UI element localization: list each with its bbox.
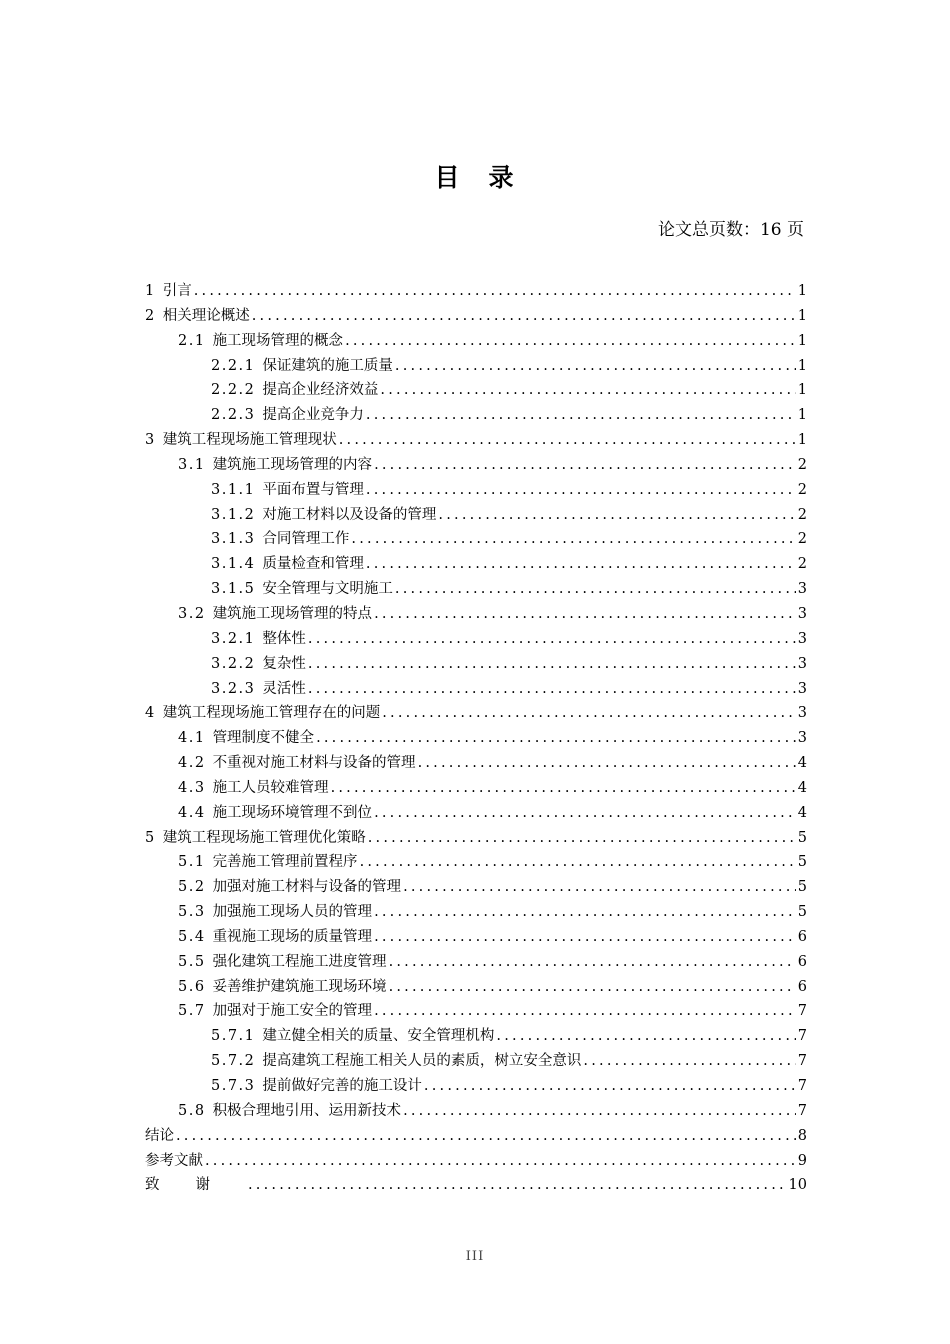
dot-leader bbox=[389, 950, 796, 975]
toc-entry-number: 3.2 bbox=[178, 605, 206, 622]
toc-entry-number: 2.2.3 bbox=[211, 407, 256, 424]
toc-entry[interactable] bbox=[145, 1049, 807, 1074]
toc-entry-number: 5.7 bbox=[178, 1003, 206, 1020]
dot-leader bbox=[583, 1049, 795, 1074]
toc-entry[interactable] bbox=[145, 726, 807, 751]
dot-leader bbox=[403, 875, 796, 900]
toc-entry-title: 施工现场管理的概念 bbox=[212, 332, 344, 349]
toc-entry-number: 5.8 bbox=[178, 1102, 206, 1119]
toc-entry[interactable] bbox=[145, 304, 807, 329]
toc-entry-title: 安全管理与文明施工 bbox=[262, 581, 393, 598]
toc-entry-title: 建筑工程现场施工管理现状 bbox=[162, 432, 337, 449]
toc-entry-page: 7 bbox=[797, 1053, 807, 1070]
dot-leader bbox=[316, 726, 796, 751]
dot-leader bbox=[438, 503, 795, 528]
toc-entry-number: 3.1.4 bbox=[211, 556, 256, 573]
toc-entry-page: 5 bbox=[797, 879, 807, 896]
toc-entry[interactable] bbox=[145, 677, 807, 702]
toc-entry-number: 5.6 bbox=[178, 978, 206, 995]
page-number-footer: III bbox=[465, 1249, 485, 1264]
toc-entry-page: 4 bbox=[797, 779, 807, 796]
dot-leader bbox=[424, 1074, 796, 1099]
toc-entry[interactable] bbox=[145, 577, 807, 602]
toc-entry[interactable] bbox=[145, 701, 807, 726]
toc-entry-number: 3.1.3 bbox=[211, 531, 256, 548]
toc-entry-page: 7 bbox=[797, 1102, 807, 1119]
toc-entry-page: 6 bbox=[797, 928, 807, 945]
toc-entry-title: 合同管理工作 bbox=[262, 531, 350, 548]
toc-entry-title: 提前做好完善的施工设计 bbox=[262, 1078, 422, 1094]
toc-entry[interactable] bbox=[145, 776, 807, 801]
toc-entry-page: 6 bbox=[797, 978, 807, 995]
toc-entry-number: 2.2.1 bbox=[211, 357, 256, 374]
toc-entry-number: 5.2 bbox=[178, 879, 206, 896]
dot-leader bbox=[331, 776, 796, 801]
toc-entry[interactable] bbox=[145, 354, 807, 379]
dot-leader bbox=[395, 354, 796, 379]
toc-entry-title: 灵活性 bbox=[262, 680, 306, 697]
toc-entry-title: 建筑施工现场管理的内容 bbox=[212, 456, 373, 473]
toc-entry-number: 3.2.3 bbox=[211, 680, 256, 697]
toc-entry[interactable] bbox=[145, 552, 807, 577]
dot-leader bbox=[366, 478, 796, 503]
toc-entry-number: 3 bbox=[145, 432, 156, 449]
toc-entry-page: 2 bbox=[797, 531, 807, 548]
toc-entry-number: 2 bbox=[145, 307, 156, 324]
toc-entry-page: 4 bbox=[797, 804, 807, 821]
toc-entry-title: 质量检查和管理 bbox=[262, 556, 364, 573]
toc-entry[interactable] bbox=[145, 1149, 807, 1174]
toc-entry-page: 2 bbox=[797, 481, 807, 498]
toc-entry[interactable] bbox=[145, 478, 807, 503]
toc-entry-page: 3 bbox=[797, 630, 807, 647]
dot-leader bbox=[345, 329, 796, 354]
toc-entry-title: 加强对施工材料与设备的管理 bbox=[212, 879, 402, 896]
dot-leader bbox=[205, 1149, 796, 1174]
dot-leader bbox=[374, 801, 796, 826]
toc-entry-title: 结论 bbox=[145, 1127, 174, 1144]
toc-entry-title: 致谢 bbox=[145, 1177, 246, 1194]
toc-entry[interactable] bbox=[145, 826, 807, 851]
toc-entry-page: 10 bbox=[788, 1177, 807, 1194]
toc-entry-title: 加强对于施工安全的管理 bbox=[212, 1003, 373, 1020]
toc-entry-title: 提高建筑工程施工相关人员的素质，树立安全意识 bbox=[262, 1053, 582, 1070]
toc-entry-page: 1 bbox=[797, 332, 807, 349]
toc-entry-page: 3 bbox=[797, 581, 807, 598]
toc-entry[interactable] bbox=[145, 503, 807, 528]
toc-entry[interactable] bbox=[145, 1124, 807, 1149]
toc-entry-page: 1 bbox=[797, 357, 807, 374]
dot-leader bbox=[374, 925, 796, 950]
table-of-contents bbox=[145, 279, 807, 1198]
toc-entry[interactable] bbox=[145, 652, 807, 677]
toc-entry-number: 3.1.5 bbox=[211, 581, 256, 598]
toc-entry-number: 2.2.2 bbox=[211, 382, 256, 399]
toc-entry-page: 3 bbox=[797, 655, 807, 672]
toc-entry-number: 3.2.1 bbox=[211, 630, 256, 647]
toc-entry-page: 1 bbox=[797, 382, 807, 399]
dot-leader bbox=[308, 652, 796, 677]
toc-entry-number: 5.1 bbox=[178, 854, 206, 871]
dot-leader bbox=[308, 627, 796, 652]
toc-entry-page: 5 bbox=[797, 904, 807, 921]
toc-entry-number: 5.7.1 bbox=[211, 1028, 256, 1045]
toc-entry-title: 相关理论概述 bbox=[162, 307, 250, 324]
dot-leader bbox=[368, 826, 796, 851]
toc-entry[interactable] bbox=[145, 850, 807, 875]
dot-leader bbox=[366, 552, 796, 577]
toc-entry[interactable] bbox=[145, 1074, 807, 1099]
toc-entry-title: 对施工材料以及设备的管理 bbox=[262, 506, 437, 523]
toc-entry-page: 3 bbox=[797, 705, 807, 722]
dot-leader bbox=[389, 975, 796, 1000]
toc-entry-number: 5.7.3 bbox=[211, 1078, 256, 1094]
toc-entry[interactable] bbox=[145, 1173, 807, 1198]
toc-entry[interactable] bbox=[145, 950, 807, 975]
toc-entry-title: 建立健全相关的质量、安全管理机构 bbox=[262, 1028, 495, 1045]
toc-entry[interactable] bbox=[145, 403, 807, 428]
dot-leader bbox=[374, 453, 796, 478]
toc-entry-page: 5 bbox=[797, 854, 807, 871]
toc-entry-number: 5.5 bbox=[178, 953, 206, 970]
toc-entry-title: 复杂性 bbox=[262, 655, 306, 672]
toc-entry-title: 建筑施工现场管理的特点 bbox=[212, 605, 373, 622]
toc-entry-title: 建筑工程现场施工管理存在的问题 bbox=[162, 705, 381, 722]
toc-entry[interactable] bbox=[145, 925, 807, 950]
dot-leader bbox=[496, 1024, 795, 1049]
dot-leader bbox=[194, 279, 796, 304]
toc-entry[interactable] bbox=[145, 602, 807, 627]
toc-entry-page: 2 bbox=[797, 456, 807, 473]
toc-entry[interactable] bbox=[145, 378, 807, 403]
toc-entry-number: 4 bbox=[145, 705, 156, 722]
dot-leader bbox=[382, 701, 796, 726]
toc-entry[interactable] bbox=[145, 428, 807, 453]
toc-entry[interactable] bbox=[145, 801, 807, 826]
toc-entry-number: 3.1.1 bbox=[211, 481, 256, 498]
toc-entry-page: 7 bbox=[797, 1028, 807, 1045]
toc-entry-title: 参考文献 bbox=[145, 1152, 203, 1169]
toc-entry-page: 8 bbox=[797, 1127, 807, 1144]
toc-entry-title: 提高企业竞争力 bbox=[262, 407, 364, 424]
toc-entry-number: 3.2.2 bbox=[211, 655, 256, 672]
toc-entry-title: 整体性 bbox=[262, 630, 306, 647]
toc-entry-title: 平面布置与管理 bbox=[262, 481, 364, 498]
toc-entry-number: 4.3 bbox=[178, 779, 206, 796]
dot-leader bbox=[374, 602, 796, 627]
toc-entry-title: 保证建筑的施工质量 bbox=[262, 357, 393, 374]
toc-entry-number: 3.1.2 bbox=[211, 506, 256, 523]
toc-entry-number: 4.2 bbox=[178, 755, 206, 772]
toc-entry-number: 4.4 bbox=[178, 804, 206, 821]
dot-leader bbox=[252, 304, 796, 329]
toc-entry[interactable] bbox=[145, 751, 807, 776]
toc-entry-page: 6 bbox=[797, 953, 807, 970]
dot-leader bbox=[248, 1173, 787, 1198]
toc-entry-number: 5.7.2 bbox=[211, 1053, 256, 1070]
page-title: 目 录 bbox=[434, 163, 516, 192]
dot-leader bbox=[176, 1124, 796, 1149]
toc-entry-title: 施工人员较难管理 bbox=[212, 779, 329, 796]
toc-entry[interactable] bbox=[145, 453, 807, 478]
toc-entry-page: 1 bbox=[797, 307, 807, 324]
toc-entry-page: 3 bbox=[797, 605, 807, 622]
toc-entry-number: 5 bbox=[145, 829, 156, 846]
toc-entry-page: 3 bbox=[797, 730, 807, 747]
toc-entry-title: 管理制度不健全 bbox=[212, 730, 315, 747]
dot-leader bbox=[339, 428, 796, 453]
toc-entry-page: 1 bbox=[797, 407, 807, 424]
toc-entry[interactable] bbox=[145, 975, 807, 1000]
toc-entry[interactable] bbox=[145, 527, 807, 552]
toc-entry-page: 5 bbox=[797, 829, 807, 846]
toc-entry-title: 加强施工现场人员的管理 bbox=[212, 904, 373, 921]
toc-entry[interactable] bbox=[145, 900, 807, 925]
toc-entry-page: 7 bbox=[797, 1078, 807, 1094]
dot-leader bbox=[380, 378, 795, 403]
dot-leader bbox=[374, 900, 796, 925]
toc-entry[interactable] bbox=[145, 1024, 807, 1049]
toc-entry-number: 1 bbox=[145, 283, 156, 299]
toc-entry-title: 强化建筑工程施工进度管理 bbox=[212, 953, 387, 970]
toc-entry-title: 引言 bbox=[162, 283, 192, 299]
toc-entry-title: 重视施工现场的质量管理 bbox=[212, 928, 373, 945]
toc-entry-title: 妥善维护建筑施工现场环境 bbox=[212, 978, 387, 995]
toc-entry-page: 3 bbox=[797, 680, 807, 697]
toc-entry[interactable] bbox=[145, 627, 807, 652]
toc-entry-title: 积极合理地引用、运用新技术 bbox=[212, 1102, 402, 1119]
total-pages-note: 论文总页数：16 页 bbox=[657, 220, 804, 240]
toc-entry-page: 1 bbox=[797, 432, 807, 449]
toc-entry-number: 5.4 bbox=[178, 928, 206, 945]
toc-entry-number: 3.1 bbox=[178, 456, 206, 473]
toc-entry-page: 9 bbox=[797, 1152, 807, 1169]
toc-entry[interactable] bbox=[145, 999, 807, 1024]
dot-leader bbox=[366, 403, 796, 428]
toc-entry-title: 建筑工程现场施工管理优化策略 bbox=[162, 829, 366, 846]
dot-leader bbox=[360, 850, 796, 875]
toc-entry-number: 2.1 bbox=[178, 332, 206, 349]
toc-entry-title: 施工现场环境管理不到位 bbox=[212, 804, 373, 821]
toc-entry-title: 提高企业经济效益 bbox=[262, 382, 379, 399]
dot-leader bbox=[374, 999, 796, 1024]
toc-entry-page: 2 bbox=[797, 506, 807, 523]
toc-entry-title: 不重视对施工材料与设备的管理 bbox=[212, 755, 416, 772]
dot-leader bbox=[418, 751, 796, 776]
toc-entry-number: 4.1 bbox=[178, 730, 206, 747]
dot-leader bbox=[395, 577, 796, 602]
toc-entry[interactable] bbox=[145, 279, 807, 304]
dot-leader bbox=[403, 1099, 796, 1124]
toc-entry[interactable] bbox=[145, 875, 807, 900]
toc-entry-page: 4 bbox=[797, 755, 807, 772]
toc-entry-title: 完善施工管理前置程序 bbox=[212, 854, 358, 871]
toc-entry-page: 7 bbox=[797, 1003, 807, 1020]
toc-entry-number: 5.3 bbox=[178, 904, 206, 921]
dot-leader bbox=[308, 677, 796, 702]
dot-leader bbox=[351, 527, 795, 552]
toc-entry[interactable] bbox=[145, 329, 807, 354]
toc-entry[interactable] bbox=[145, 1099, 807, 1124]
toc-entry-page: 2 bbox=[797, 556, 807, 573]
toc-entry-page: 1 bbox=[797, 283, 807, 299]
